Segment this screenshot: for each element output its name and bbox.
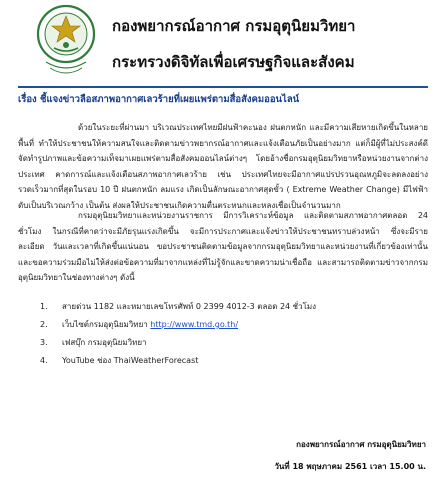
subject-line: เรื่อง ชี้แจงข่าวลือสภาพอากาศเลวร้ายที่เผยแพร่ตามสื่อสังคมออนไลน์ [18, 94, 300, 105]
channel-number: 1. [40, 302, 48, 311]
channel-text: เฟสบุ๊ก กรมอุตุนิยมวิทยา [62, 338, 147, 347]
channel-item-facebook [40, 334, 420, 352]
body-paragraph-2: กรมอุตุนิยมวิทยาและหน่วยงานราชการ มีการวิเคราะห์ข้อมูล และติดตามสภาพอากาศตลอด 24 ชั่วโมง ในกรณีที่คาดว่าจะมีภัยรุนแรงเกิดขึ้น จะมีการประกาศและแจ้งข่าวให้ประชาชนทราบล่วงหน้า ซึ่งจะมีรายละเอียด วันและเวลาที่เกิดขึ้นแน่นอน ขอประชาชนติดตามข้อมูลจากกรมอุตุนิยมวิทยาและหน่วยงานที่เกี่ยวข้องเท่านั้น และขอความร่วมมือไม่ให้ส่งต่อข้อความที่มาจากแหล่งที่ไม่รู้จักและขาดความน่าเชื่อถือ และสามารถติดตามข่าวจากกรมอุตุนิยมวิทยาในช่องทางต่างๆ ดังนี้ [18, 211, 428, 282]
channel-text: สายด่วน 1182 และหมายเลขโทรศัพท์ 0 2399 4012-3 ตลอด 24 ชั่วโมง [62, 302, 317, 311]
channel-text: YouTube ช่อง ThaiWeatherForecast [62, 356, 199, 365]
channel-number: 2. [40, 320, 48, 329]
signature-organization: กองพยากรณ์อากาศ กรมอุตุนิยมวิทยา [296, 440, 426, 449]
organization-name: กองพยากรณ์อากาศ กรมอุตุนิยมวิทยา [112, 17, 356, 35]
channel-number: 3. [40, 338, 48, 347]
ministry-name: กระทรวงดิจิทัลเพื่อเศรษฐกิจและสังคม [112, 53, 355, 71]
tmd-website-link[interactable]: http://www.tmd.go.th/ [150, 320, 239, 329]
channel-item-hotline [40, 298, 420, 316]
header-divider [18, 86, 428, 88]
contact-channel-list [40, 298, 420, 370]
letterhead [0, 0, 440, 86]
signature-date: วันที่ 18 พฤษภาคม 2561 เวลา 15.00 น. [274, 462, 426, 471]
channel-item-youtube [40, 352, 420, 370]
body-paragraph-1: ด้วยในระยะที่ผ่านมา บริเวณประเทศไทยมีฝนฟ้าคะนอง ฝนตกหนัก และมีความเสียหายเกิดขึ้นในหลายพื้นที่ ทำให้ประชาชนให้ความสนใจและติดตามข่าวพยากรณ์อากาศและแจ้งเตือนภัยเป็นอย่างมาก แต่ก็มีผู้ที่ไม่ประสงค์ดีจัดทำรูปภาพและข้อความเท็จมาเผยแพร่ตามสื่อสังคมออนไลน์ต่างๆ โดยอ้างชื่อกรมอุตุนิยมวิทยาหรือหน่วยงานจากต่างประเทศ คาดการณ์และแจ้งเตือนสภาพอากาศเลวร้าย เช่น ประเทศไทยจะมีอากาศแปรปรวนอุณหภูมิจะลดลงอย่างรวดเร็วมากที่สุดในรอบ 10 ปี ฝนตกหนัก ลมแรง เกิดเป็นลักษณะอากาศสุดขั้ว ( Extreme Weather Change) มีไฟฟ้าดับเป็นบริเวณกว้าง เป็นต้น ส่งผลให้ประชาชนเกิดความตื่นตระหนกและหลงเชื่อเป็นจำนวนมาก [18, 123, 428, 210]
channel-text: เว็บไซต์กรมอุตุนิยมวิทยา [62, 320, 151, 329]
channel-item-website [40, 316, 420, 334]
meteorological-department-seal-icon [36, 4, 96, 82]
channel-number: 4. [40, 356, 48, 365]
